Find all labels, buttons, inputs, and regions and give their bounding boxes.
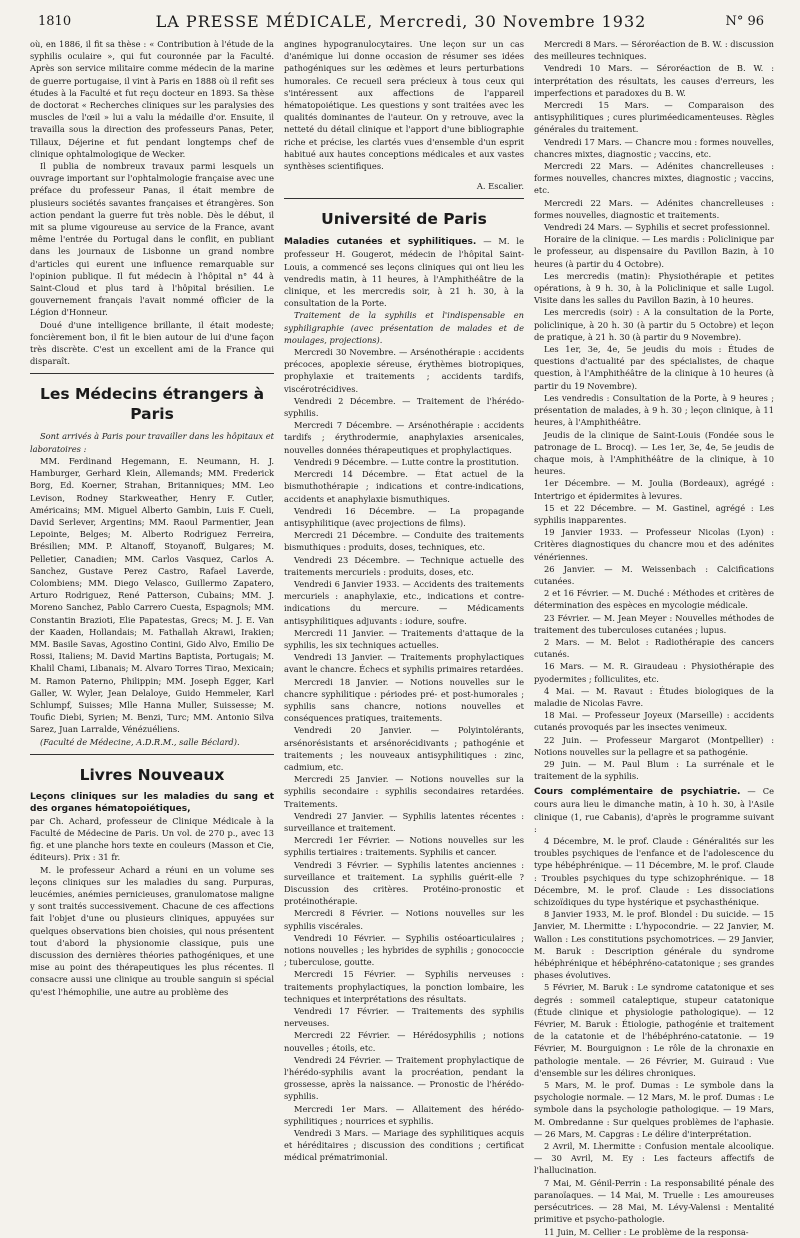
course-schedule-continued: [534, 38, 774, 782]
schedule-entry: Vendredi 9 Décembre. — Lutte contre la prostitution.: [294, 456, 519, 467]
section-title-new-books: Livres Nouveaux: [79, 765, 225, 784]
course-intro: — M. le professeur H. Gougerot, médecin de l'hôpital Saint-Louis, a commencé ses leçons cliniques qui ont lieu les vendredis matin, à 11 heures, à l'Amphithéâtre de la clinique, et les mercredis soir, à 21 h. 30, à la consultation de la Porte.: [284, 236, 524, 309]
schedule-entry: 4 Décembre, M. le prof. Claude : Généralités sur les troubles psychiques de l'enfance et de l'adolescence du type hébéphrénique. — 11 Décembre, M. le prof. Claude : Troubles psychiques du type schizophrénique. — 18 Décembre, M. le prof. Claude : Les dissociations schizoïdiques du type hystérique et psychasthénique.: [534, 836, 774, 908]
journal-title: LA PRESSE MÉDICALE, Mercredi, 30 Novembre 1932: [155, 12, 647, 31]
schedule-entry: 29 Juin. — M. Paul Blum : La surrénale et le traitement de la syphilis.: [534, 758, 774, 782]
schedule-entry: 18 Mai. — Professeur Joyeux (Marseille) : accidents cutanés provoqués par les insectes venimeux.: [534, 710, 774, 733]
schedule-entry: Vendredi 3 Mars. — Mariage des syphilitiques acquis et héréditaires ; discussion des conditions ; certificat médical prématrimonial.: [284, 1128, 524, 1163]
book-meta: par Ch. Achard, professeur de Clinique Médicale à la Faculté de Médecine de Paris. Un vol. de 270 p., avec 13 fig. et une planche hors texte en couleurs (Masson et Cie, éditeurs). Prix : 31 fr.: [30, 815, 274, 863]
schedule-entry: 7 Mai, M. Génil-Perrin : La responsabilité pénale des paranoïaques. — 14 Mai, M. Truelle : Les amoureuses persécutrices. — 28 Mai, M. Lévy-Valensi : Mentalité primitive et psycho-pathologie.: [534, 1177, 774, 1225]
schedule-entry: 5 Février, M. Baruk : Le syndrome catatonique et ses degrés : sommeil cataleptique, stupeur catatonique (Étude clinique et physiologie pathologique). — 12 Février, M. Baruk : Étiologie, pathogénie et traitement de la catatonie et de l'hébéphréno-catatonie. — 19 Février, M. Bourguignon : Le rôle de la chronaxie en pathologie mentale. — 26 Février, M. Guiraud : Vue d'ensemble sur les délires chroniques.: [534, 982, 774, 1078]
review-signature: A. Escalier.: [476, 181, 524, 192]
schedule-entry: Vendredi 17 Mars. — Chancre mou : formes nouvelles, chancres mixtes, diagnostic ; vaccins, etc.: [534, 136, 774, 159]
schedule-entry: Les vendredis : Consultation de la Porte, à 9 heures ; présentation de malades, à 9 h. 30 ; leçon clinique, à 11 heures, à l'Amphithéâtre.: [534, 392, 774, 428]
schedule-entry: Les 1er, 3e, 4e, 5e jeudis du mois : Études de questions d'actualité par des spécialistes, de chaque question, à l'Amphithéâtre de la clinique à 10 heures (à partir du 19 Novembre).: [534, 344, 774, 391]
schedule-entry: 5 Mars, M. le prof. Dumas : Le symbole dans la psychologie normale. — 12 Mars, M. le prof. Dumas : Le symbole dans la psychologie pathologique. — 19 Mars, M. Ombredanne : Sur quelques problèmes de l'aphasie. — 26 Mars, M. Capgras : Le délire d'interprétation.: [534, 1080, 774, 1139]
schedule-entry: 19 Janvier 1933. — Professeur Nicolas (Lyon) : Critères diagnostiques du chancre mou et des adénites vénériennes.: [534, 527, 774, 562]
schedule-entry: Les mercredis (soir) : A la consultation de la Porte, policlinique, à 20 h. 30 (à partir du 5 Octobre) et leçon de pratique, à 21 h. 30 (à partir du 9 Novembre).: [534, 307, 774, 342]
course-title: Maladies cutanées et syphilitiques.: [284, 237, 477, 248]
schedule-entry: Vendredi 17 Février. — Traitements des syphilis nerveuses.: [284, 1006, 524, 1029]
page-number: 1810: [38, 14, 72, 29]
schedule-entry: 26 Janvier. — M. Weissenbach : Calcifications cutanées.: [534, 563, 774, 586]
schedule-entry: Horaire de la clinique. — Les mardis : Policlinique par le professeur, au dispensaire du Pavillon Bazin, à 10 heures (à partir du 4 Octobre).: [534, 234, 774, 269]
schedule-entry: Les mercredis (matin): Physiothérapie et petites opérations, à 9 h. 30, à la Policlinique et salle Lugol. Visite dans les salles du Pavillon Bazin, à 10 heures.: [534, 270, 774, 306]
section-lead: Sont arrivés à Paris pour travailler dans les hôpitaux et laboratoires :: [30, 431, 274, 454]
schedule-entry: Mercredi 22 Février. — Hérédosyphilis ; notions nouvelles ; étoils, etc.: [284, 1030, 524, 1053]
schedule-entry: Mercredi 8 Mars. — Séroréaction de B. W. : discussion des meilleures techniques.: [534, 39, 775, 62]
schedule-entry: Mercredi 22 Mars. — Adénites chancrelleuses : formes nouvelles, chancres mixtes, diagnostic ; vaccins, etc.: [534, 161, 774, 196]
schedule-entry: Vendredi 23 Décembre. — Technique actuelle des traitements mercuriels : produits, doses, etc.: [284, 554, 524, 577]
schedule-entry: 2 Avril, M. Lhermitte : Confusion mentale alcoolique. — 30 Avril, M. Ey : Les facteurs affectifs de l'hallucination.: [534, 1141, 774, 1176]
section-source: (Faculté de Médecine, A.D.R.M., salle Béclard).: [40, 736, 240, 747]
divider: [284, 198, 524, 199]
schedule-entry: Vendredi 20 Janvier. — Polyintolérants, arsénorésistants et arsénorécidivants ; pathogénie et traitements ; les nouveaux antisyphilitiques : zinc, cadmium, etc.: [284, 725, 524, 772]
schedule-entry: 2 Mars. — M. Belot : Radiothérapie des cancers cutanés.: [534, 636, 774, 660]
obituary-paragraph: où, en 1886, il fit sa thèse : « Contribution à l'étude de la syphilis oculaire », qui fut couronnée par la Faculté. Après son service militaire comme médecin de la marine de guerre portugaise, il vint à Paris en 1888 où il refit ses études à la Faculté et fut reçu docteur en 1893. Sa thèse de doctorat « Recherches cliniques sur les paralysies des muscles de l'œil » lui a valu la médaille d'or. Ensuite, il travailla sous la direction des professeurs Panas, Peter, Tillaux, Déjerine et fut pendant longtemps chef de clinique ophtalmologique de Wecker.: [30, 39, 274, 159]
schedule-entry: Vendredi 3 Février. — Syphilis latentes anciennes : surveillance et traitement. La syphilis guérit-elle ? Discussion des critères. Protéino-pronostic et protéinothérapie.: [284, 859, 524, 907]
schedule-entry: Mercredi 22 Mars. — Adénites chancrelleuses : formes nouvelles, diagnostic et traitements.: [534, 197, 774, 220]
schedule-entry: Mercredi 8 Février. — Notions nouvelles sur les syphilis viscérales.: [284, 908, 524, 931]
issue-number: N° 96: [725, 14, 764, 29]
course-subtitle: Traitement de la syphilis et l'indispensable en syphiligraphie (avec présentation de malades et de moulages, projections).: [284, 310, 524, 345]
schedule-entry: Vendredi 24 Février. — Traitement prophylactique de l'hérédo-syphilis avant la procréation, pendant la grossesse, après la naissance. — Pronostic de l'hérédo-syphilis.: [284, 1054, 524, 1102]
schedule-entry: Mercredi 25 Janvier. — Notions nouvelles sur la syphilis secondaire : syphilis secondaires retardées. Traitements.: [284, 774, 524, 809]
divider: [30, 754, 274, 755]
foreign-doctors-list: MM. Ferdinand Hegemann, E. Neumann, H. J. Hamburger, Gerhard Klein, Allemands; MM. Frederick Borg, Ed. Koerner, Strahan, Britanniques; MM. Leo Levison, Rodney Starkweather, Henry F. Cutler, Américains; MM. Miguel Alberto Gambin, Luis F. Cueli, David Serlever, Argentins; MM. Raoul Parmentier, Jean Lepointe, Belges; M. Alberto Rodriguez Ferreira, Brésilien; MM. P. Altanoff, Stoyanoff, Bulgares; M. Pelletier, Canadien; MM. Carlos Vasquez, Carlos A. Sanchez, Gustave Perez Castro, Rafael Laverde, Colombiens; MM. Diego Velasco, Guillermo Zapatero, Arturo Rodriguez, René Patterson, Cubains; MM. J. Moreno Sanchez, Pablo Carrero Cuesta, Espagnols; MM. Constantin Brazioti, Elie Papatestas, Grecs; M. J. E. Van der Kaaden, Hollandais; M. Fathallah Akrawi, Irakien; MM. Basile Savas, Agostino Contini, Gido Alvo, Emilio De Rossi, Italiens; M. David Martins Baptista, Portugais; M. Khalil Chami, Libanais; M. Alvaro Torres Tirao, Mexicain; M. Ramon Paterno, Philippin; MM. Joseph Egger, Karl Galler, W. Wyler, Jean Delaloye, Guido Hemmeler, Karl Schlumpf, Suisses; Mlle Hanna Muller, Suissesse; M. Toufic Diebi, Syrien; M. Benzi, Turc; MM. Antonio Silva Sarez, Juan Larralde, Vénézuéliens.: [30, 455, 274, 735]
divider: [30, 373, 274, 374]
schedule-entry: Mercredi 7 Décembre. — Arsénothérapie : accidents tardifs ; érythrodermie, anaphylaxies arsenicales, nouvelles données thérapeutiques et prophylactiques.: [284, 420, 524, 455]
schedule-entry: Vendredi 2 Décembre. — Traitement de l'hérédo-syphilis.: [284, 395, 524, 419]
course2-title: Cours complémentaire de psychiatrie.: [534, 787, 741, 798]
schedule-entry: Vendredi 6 Janvier 1933. — Accidents des traitements mercuriels : anaphylaxie, etc., indications et contre-indications du mercure. — Médicaments antisyphilitiques adjuvants : iodure, soufre.: [284, 578, 524, 626]
psychiatry-schedule: [534, 835, 774, 1238]
column-1: [30, 38, 274, 998]
schedule-entry: 11 Juin, M. Cellier : Le problème de la responsa-: [544, 1226, 749, 1237]
schedule-entry: 16 Mars. — M. R. Giraudeau : Physiothérapie des pyodermites ; folliculites, etc.: [534, 661, 774, 684]
schedule-entry: Mercredi 14 Décembre. — État actuel de la bismuthothérapie ; indications et contre-indications, accidents et anaphylaxie bismuthiques.: [284, 469, 524, 504]
obituary-paragraph: Doué d'une intelligence brillante, il était modeste; foncièrement bon, il fit le bien autour de lui d'une façon très discrète. C'est un excellent ami de la France qui disparaît.: [30, 319, 274, 367]
schedule-entry: Mercredi 18 Janvier. — Notions nouvelles sur le chancre syphilitique : périodes pré- et post-humorales ; syphilis sans chancre, notions nouvelles et conséquences pratiques, traitements.: [284, 676, 524, 724]
schedule-entry: Vendredi 27 Janvier. — Syphilis latentes récentes : surveillance et traitement.: [284, 810, 524, 833]
schedule-entry: 22 Juin. — Professeur Margarot (Montpellier) : Notions nouvelles sur la pellagre et sa pathogénie.: [534, 734, 774, 757]
course2-intro: — Ce cours aura lieu le dimanche matin, à 10 h. 30, à l'Asile clinique (1, rue Cabanis), d'après le programme suivant :: [534, 786, 774, 834]
schedule-entry: Mercredi 15 Février. — Syphilis nerveuses : traitements prophylactiques, la ponction lombaire, les techniques et interprétations des résultats.: [284, 969, 524, 1004]
schedule-entry: Mercredi 11 Janvier. — Traitements d'attaque de la syphilis, les six techniques actuelles.: [284, 627, 524, 650]
schedule-entry: 2 et 16 Février. — M. Duché : Méthodes et critères de détermination des espèces en mycologie médicale.: [534, 588, 774, 611]
book-review-continued: angines hypogranulocytaires. Une leçon sur un cas d'anémique lui donne occasion de résumer ses idées pathogéniques sur les œdèmes et leurs perturbations humorales. Ce recueil sera précieux à tous ceux qui s'intéressent aux affections de l'appareil hématopoiétique. Les questions y sont traitées avec les qualités dominantes de l'auteur. On y retrouve, avec la netteté du détail clinique et l'apport d'une bibliographie riche et précise, les clartés vues d'ensemble d'un esprit habitué aux hautes conceptions médicales et aux vastes synthèses scientifiques.: [284, 39, 524, 172]
schedule-entry: Mercredi 1er Mars. — Allaitement des hérédo-syphilitiques ; nourrices et syphilis.: [284, 1103, 524, 1126]
schedule-entry: Jeudis de la clinique de Saint-Louis (Fondée sous le patronage de L. Brocq). — Les 1er, 3e, 4e, 5e jeudis de chaque mois, à l'Amphithéâtre de la clinique, à 10 heures.: [534, 429, 774, 477]
schedule-entry: Mercredi 15 Mars. — Comparaison des antisyphilitiques ; cures pluriméedicamenteuses. Règles générales du traitement.: [534, 100, 774, 135]
obituary-paragraph: Il publia de nombreux travaux parmi lesquels un ouvrage important sur l'ophtalmologie française avec une préface du professeur Panas, il était membre de plusieurs sociétés savantes françaises et étrangères. Son action pendant la guerre fut très noble. Dès le début, il mit sa plume vigoureuse au service de la France, avant même l'entrée du Portugal dans le conflit, en publiant dans les journaux de Lisbonne un grand nombre d'articles qui eurent une influence remarquable sur l'opinion publique. Il fut médecin à l'hôpital n° 44 à Saint-Cloud et plus tard à l'hôpital brésilien. Le gouvernement français l'avait nommé officier de la Légion d'Honneur.: [30, 161, 274, 318]
schedule-entry: 15 et 22 Décembre. — M. Gastinel, agrégé : Les syphilis inapparentes.: [534, 502, 774, 525]
column-2: [284, 38, 524, 1164]
page-header: [38, 8, 764, 38]
schedule-entry: 8 Janvier 1933, M. le prof. Blondel : Du suicide. — 15 Janvier, M. Lhermitte : L'hypocondrie. — 22 Janvier, M. Wallon : Les constitutions psychomotrices. — 29 Janvier, M. Baruk : Description générale du syndrome hébéphrénique et hébéphréno-catatonique ; ses grandes phases évolutives.: [534, 909, 774, 981]
schedule-entry: Vendredi 24 Mars. — Syphilis et secret professionnel.: [544, 222, 771, 233]
column-3: [534, 38, 774, 1238]
section-title-foreign-doctors: Les Médecins étrangers à Paris: [39, 385, 265, 424]
schedule-entry: Vendredi 10 Mars. — Séroréaction de B. W. : interprétation des résultats, les causes d'erreurs, les imperfections et paradoxes du B. W.: [534, 63, 774, 98]
schedule-entry: Vendredi 13 Janvier. — Traitements prophylactiques avant le chancre. Échecs et syphilis primaires retardées.: [284, 652, 524, 675]
schedule-entry: Mercredi 1er Février. — Notions nouvelles sur les syphilis tertiaires : traitements. Syphilis et cancer.: [284, 835, 524, 858]
schedule-entry: Mercredi 21 Décembre. — Conduite des traitements bismuthiques : produits, doses, techniques, etc.: [284, 530, 524, 553]
course-schedule: [284, 346, 524, 1164]
schedule-entry: Mercredi 30 Novembre. — Arsénothérapie : accidents précoces, apoplexie séreuse, érythèmes biotropiques, prophylaxie et traitements ; accidents tardifs, viscérotrécidives.: [284, 347, 524, 394]
book-title: Leçons cliniques sur les maladies du sang et des organes hématopoiétiques,: [30, 791, 274, 814]
schedule-entry: Vendredi 16 Décembre. — La propagande antisyphilitique (avec projections de films).: [284, 505, 524, 528]
section-title-university: Université de Paris: [321, 210, 487, 229]
schedule-entry: 23 Février. — M. Jean Meyer : Nouvelles méthodes de traitement des tuberculoses cutanées ; lupus.: [534, 612, 774, 635]
schedule-entry: 1er Décembre. — M. Joulia (Bordeaux), agrégé : Intertrigo et épidermites à levures.: [534, 478, 774, 501]
schedule-entry: Vendredi 10 Février. — Syphilis ostéoarticulaires ; notions nouvelles ; les hybrides de syphilis ; gonococcie ; tuberculose, goutte.: [284, 932, 524, 968]
schedule-entry: 4 Mai. — M. Ravaut : Études biologiques de la maladie de Nicolas Favre.: [534, 685, 774, 708]
book-review: M. le professeur Achard a réuni en un volume ses leçons cliniques sur les maladies du sang. Purpuras, leucémies, anémies pernicieuses, granulomatose maligne y sont traités successivement. Chacune de ces affections fait l'objet d'une ou plusieurs cliniques, appuyées sur quelques observations bien choisies, qui nous présentent tout d'abord la physionomie classique, puis une discussion des dernières théories pathogéniques, et une mise au point des thérapeutiques les plus récentes. Il consacre aussi une clinique au trouble sanguin si spécial qu'est l'hémophilie, une autre au problème des: [30, 864, 274, 997]
